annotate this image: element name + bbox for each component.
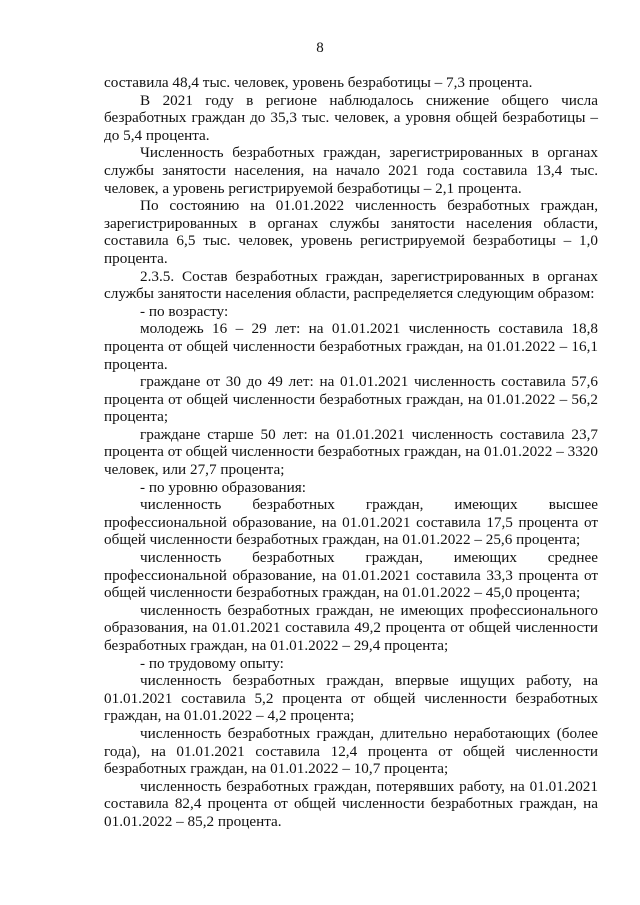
list-item-first-time-seekers: численность безработных граждан, впервые ищущих работу, на 01.01.2021 составила 5,2 процента от общей численности безработных граждан, на 01.01.2022 – 4,2 процента; — [104, 672, 598, 725]
page-number: 8 — [316, 40, 324, 56]
paragraph-registered-2021: Численность безработных граждан, зарегистрированных в органах службы занятости населения, на начало 2021 года составила 13,4 тыс. человек, а уровень регистрируемой безработицы – 2,1 процента. — [104, 144, 598, 197]
paragraph-continuation: составила 48,4 тыс. человек, уровень безработицы – 7,3 процента. — [104, 74, 533, 91]
paragraph-total-unemployment-2021: В 2021 году в регионе наблюдалось снижение общего числа безработных граждан до 35,3 тыс. человек, а уровня общей безработицы – до 5,4 процента. — [104, 91, 598, 144]
list-item-age-30-49: граждане от 30 до 49 лет: на 01.01.2021 численность составила 57,6 процента от общей численности безработных граждан, на 01.01.2022 – 56,2 процента; — [104, 373, 598, 426]
document-body — [104, 74, 598, 831]
list-item-lost-job: численность безработных граждан, потерявших работу, на 01.01.2021 составила 82,4 процента от общей численности безработных граждан, на 01.01.2022 – 85,2 процента. — [104, 777, 598, 830]
list-item-age-over-50: граждане старше 50 лет: на 01.01.2021 численность составила 23,7 процента от общей численности безработных граждан, на 01.01.2022 – 3320 человек, или 27,7 процента; — [104, 425, 598, 479]
list-item-secondary-education: численность безработных граждан, имеющих среднее профессиональной образование, на 01.01.2021 составила 33,3 процента от общей численности безработных граждан, на 01.01.2022 – 45,0 процента; — [104, 549, 598, 602]
list-item-long-term-unemployed: численность безработных граждан, длительно неработающих (более года), на 01.01.2021 составила 12,4 процента от общей численности безработных граждан, на 01.01.2022 – 10,7 процента; — [104, 724, 598, 778]
list-item-youth: молодежь 16 – 29 лет: на 01.01.2021 численность составила 18,8 процента от общей численности безработных граждан, на 01.01.2022 – 16,1 процента. — [104, 320, 598, 373]
list-item-higher-education: численность безработных граждан, имеющих высшее профессиональной образование, на 01.01.2021 составила 17,5 процента от общей численности безработных граждан, на 01.01.2022 – 25,6 процента; — [104, 496, 598, 549]
list-heading-by-experience: - по трудовому опыту: — [140, 654, 284, 672]
paragraph-registered-2022: По состоянию на 01.01.2022 численность безработных граждан, зарегистрированных в органах службы занятости населения области, составила 6,5 тыс. человек, уровень регистрируемой безработицы – 1,0 процента. — [104, 197, 598, 267]
section-heading-2-3-5: 2.3.5. Состав безработных граждан, зарегистрированных в органах службы занятости населения области, распределяется следующим образом: — [104, 267, 598, 303]
list-heading-by-age: - по возрасту: — [140, 302, 229, 320]
list-heading-by-education: - по уровню образования: — [140, 478, 306, 496]
list-item-no-education: численность безработных граждан, не имеющих профессионального образования, на 01.01.2021 составила 49,2 процента от общей численности безработных граждан, на 01.01.2022 – 29,4 процента; — [104, 601, 598, 654]
